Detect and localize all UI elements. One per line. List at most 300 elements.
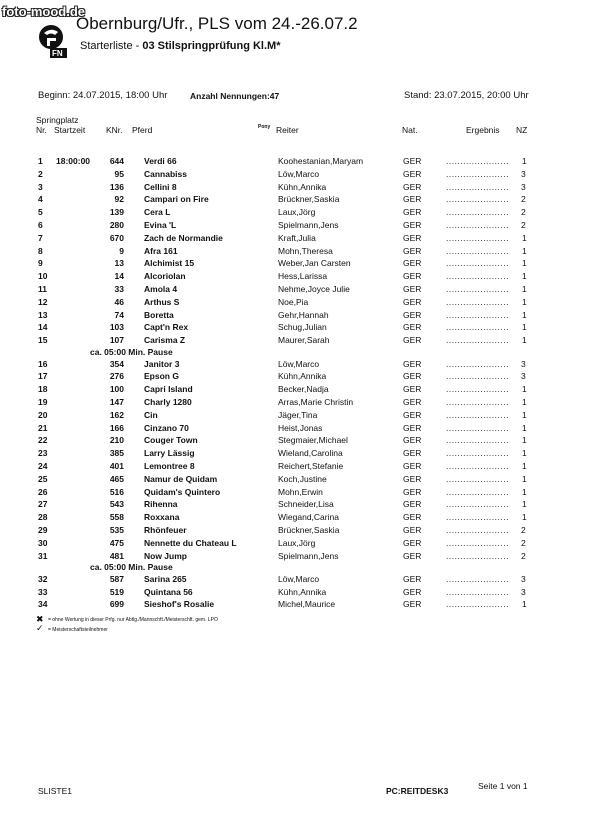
- cell-result: ......................: [446, 335, 509, 346]
- cell-nat: GER: [403, 245, 422, 256]
- cell-result: ......................: [446, 499, 509, 510]
- cell-knr: 354: [109, 358, 124, 369]
- cell-knr: 519: [109, 586, 124, 597]
- cell-nat: GER: [403, 537, 422, 548]
- cell-horse: Afra 161: [144, 245, 178, 256]
- cell-nr: 30: [38, 537, 48, 548]
- cell-nat: GER: [403, 181, 422, 192]
- cell-nr: 22: [38, 435, 48, 446]
- cell-nr: 19: [38, 396, 48, 407]
- cell-nz: 1: [522, 409, 527, 420]
- cell-nz: 1: [522, 435, 527, 446]
- cell-horse: Capt'n Rex: [144, 322, 189, 333]
- cell-horse: Alchimist 15: [144, 258, 195, 269]
- cell-nz: 1: [522, 296, 527, 307]
- no-rating-icon: ✖: [36, 614, 44, 624]
- page-title: Obernburg/Ufr., PLS vom 24.-26.07.2: [76, 14, 358, 33]
- cell-knr: 535: [109, 524, 124, 535]
- legend-championship: = Meisterschaftsteilnehmer: [48, 627, 108, 633]
- cell-knr: 587: [109, 573, 124, 584]
- pause-row: ca. 05:00 Min. Pause: [90, 562, 173, 573]
- cell-rider: Becker,Nadja: [278, 384, 329, 395]
- cell-nr: 11: [38, 284, 47, 294]
- entry-count: Anzahl Nennungen:47: [190, 91, 280, 101]
- cell-nat: GER: [403, 486, 422, 497]
- cell-knr: 107: [109, 335, 124, 346]
- table-row: [0, 551, 596, 563]
- cell-nat: GER: [403, 586, 422, 597]
- cell-rider: Koohestanian,Maryam: [278, 156, 364, 166]
- cell-nr: 14: [38, 322, 48, 333]
- cell-nr: 17: [38, 371, 48, 382]
- cell-nr: 2: [38, 168, 43, 179]
- cell-nat: GER: [403, 358, 422, 369]
- cell-nat: GER: [403, 499, 422, 510]
- col-time: Startzeit: [54, 125, 86, 135]
- cell-nr: 34: [38, 599, 48, 610]
- cell-nat: GER: [403, 550, 422, 561]
- cell-result: ......................: [446, 358, 509, 369]
- cell-horse: Carisma Z: [144, 335, 186, 346]
- cell-nat: GER: [403, 258, 422, 269]
- cell-horse: Namur de Quidam: [144, 473, 218, 484]
- cell-result: ......................: [446, 435, 509, 446]
- cell-nz: 1: [522, 258, 527, 269]
- cell-nr: 6: [38, 220, 43, 230]
- cell-knr: 699: [109, 599, 124, 610]
- cell-result: ......................: [446, 168, 509, 179]
- table-row: [0, 574, 596, 586]
- cell-horse: Arthus S: [144, 296, 180, 307]
- cell-nr: 28: [38, 512, 48, 523]
- cell-nr: 27: [38, 499, 48, 510]
- cell-horse: Epson G: [144, 371, 179, 382]
- cell-result: ......................: [446, 181, 509, 192]
- cell-nat: GER: [403, 371, 422, 382]
- cell-rider: Nehme,Joyce Julie: [278, 284, 350, 294]
- cell-knr: 210: [109, 435, 124, 446]
- table-row: [0, 423, 596, 435]
- cell-result: ......................: [446, 271, 509, 282]
- cell-horse: Quidam's Quintero: [144, 486, 221, 497]
- cell-horse: Cannabiss: [144, 168, 187, 179]
- cell-nr: 29: [38, 524, 48, 535]
- cell-result: ......................: [446, 322, 509, 333]
- cell-knr: 46: [114, 296, 124, 307]
- cell-nz: 1: [522, 486, 527, 497]
- cell-rider: Mohn,Erwin: [278, 486, 323, 497]
- cell-knr: 136: [109, 181, 124, 192]
- cell-nr: 16: [38, 358, 48, 369]
- cell-result: ......................: [446, 220, 509, 230]
- table-row: [0, 246, 596, 258]
- col-nz: NZ: [516, 125, 528, 135]
- cell-nz: 1: [522, 309, 527, 320]
- cell-nr: 20: [38, 409, 48, 420]
- cell-nat: GER: [403, 422, 422, 433]
- cell-rider: Löw,Marco: [278, 358, 320, 369]
- cell-result: ......................: [446, 156, 509, 166]
- cell-knr: 276: [109, 371, 124, 382]
- cell-nat: GER: [403, 232, 422, 243]
- table-row: [0, 207, 596, 219]
- cell-nz: 1: [522, 335, 527, 346]
- cell-horse: Rihenna: [144, 499, 178, 510]
- table-row: [0, 322, 596, 334]
- cell-nr: 12: [38, 296, 48, 307]
- cell-nz: 3: [521, 358, 526, 369]
- cell-result: ......................: [446, 284, 509, 294]
- col-nr: Nr.: [36, 125, 47, 135]
- cell-rider: Schneider,Lisa: [278, 499, 334, 510]
- cell-rider: Wiegand,Carina: [278, 512, 339, 523]
- table-row: [0, 384, 596, 396]
- table-row: [0, 538, 596, 550]
- cell-knr: 558: [109, 512, 124, 523]
- cell-rider: Wieland,Carolina: [278, 448, 343, 459]
- cell-nr: 4: [38, 194, 43, 205]
- cell-nz: 1: [522, 448, 527, 459]
- cell-horse: Lemontree 8: [144, 460, 195, 471]
- cell-nat: GER: [403, 168, 422, 179]
- cell-result: ......................: [446, 573, 509, 584]
- cell-nz: 3: [521, 168, 526, 179]
- cell-result: ......................: [446, 258, 509, 269]
- cell-result: ......................: [446, 524, 509, 535]
- cell-horse: Evina 'L: [144, 220, 177, 230]
- cell-horse: Rhönfeuer: [144, 524, 187, 535]
- cell-result: ......................: [446, 599, 509, 610]
- cell-horse: Quintana 56: [144, 586, 193, 597]
- cell-nat: GER: [403, 473, 422, 484]
- cell-nr: 25: [38, 473, 48, 484]
- cell-horse: Alcoriolan: [144, 271, 186, 282]
- pause-row: ca. 05:00 Min. Pause: [90, 347, 173, 357]
- cell-nat: GER: [403, 409, 422, 420]
- table-row: [0, 512, 596, 524]
- page-subtitle: [80, 40, 280, 52]
- cell-nr: 33: [38, 586, 48, 597]
- table-row: [0, 461, 596, 473]
- cell-horse: Cin: [144, 409, 158, 420]
- cell-nr: 5: [38, 207, 43, 218]
- venue-label: Springplatz: [36, 115, 79, 125]
- cell-rider: Mohn,Theresa: [278, 245, 333, 256]
- cell-horse: Boretta: [144, 309, 174, 320]
- cell-rider: Laux,Jörg: [278, 537, 316, 548]
- cell-nat: GER: [403, 524, 422, 535]
- cell-rider: Löw,Marco: [278, 573, 320, 584]
- cell-nat: GER: [403, 194, 422, 205]
- cell-nat: GER: [403, 335, 422, 346]
- cell-result: ......................: [446, 245, 509, 256]
- cell-horse: Amola 4: [144, 284, 178, 294]
- table-row: [0, 474, 596, 486]
- cell-knr: 92: [114, 194, 124, 205]
- table-row: [0, 194, 596, 206]
- cell-horse: Sieshof's Rosalie: [144, 599, 215, 610]
- cell-nat: GER: [403, 296, 422, 307]
- cell-knr: 670: [109, 232, 124, 243]
- fn-logo: [38, 24, 68, 58]
- cell-result: ......................: [446, 512, 509, 523]
- cell-nr: 31: [38, 550, 48, 561]
- table-row: [0, 410, 596, 422]
- cell-rider: Kühn,Annika: [278, 586, 327, 597]
- cell-nz: 1: [522, 473, 527, 484]
- cell-knr: 9: [119, 245, 124, 256]
- table-row: [0, 271, 596, 283]
- cell-horse: Verdi 66: [144, 156, 177, 166]
- cell-knr: 162: [109, 409, 124, 420]
- cell-nr: 15: [38, 335, 48, 346]
- cell-knr: 465: [109, 473, 124, 484]
- cell-nat: GER: [403, 460, 422, 471]
- table-row: [0, 359, 596, 371]
- championship-icon: ✓: [36, 623, 44, 633]
- cell-result: ......................: [446, 194, 509, 205]
- cell-nz: 2: [521, 550, 526, 561]
- cell-rider: Jäger,Tina: [278, 409, 318, 420]
- cell-horse: Cellini 8: [144, 181, 177, 192]
- cell-nz: 3: [521, 586, 526, 597]
- begin-time: Beginn: 24.07.2015, 18:00 Uhr: [38, 90, 168, 101]
- cell-nr: 26: [38, 486, 48, 497]
- cell-knr: 644: [109, 156, 124, 166]
- cell-nz: 1: [522, 156, 527, 166]
- page-number: Seite 1 von 1: [478, 781, 528, 791]
- cell-knr: 33: [114, 284, 124, 294]
- cell-nz: 3: [521, 371, 526, 382]
- cell-nz: 1: [522, 322, 527, 333]
- col-knr: KNr.: [106, 125, 123, 135]
- cell-nz: 2: [521, 537, 526, 548]
- cell-rider: Maurer,Sarah: [278, 335, 330, 346]
- cell-knr: 14: [114, 271, 124, 282]
- table-row: [0, 182, 596, 194]
- table-row: [0, 233, 596, 245]
- cell-result: ......................: [446, 460, 509, 471]
- footer-left: SLISTE1: [38, 786, 73, 796]
- legend-no-rating: = ohne Wertung in dieser Prfg. nur Abtlg./Mannschft./Meisterschft. gem. LPO: [48, 617, 218, 623]
- watermark: foto-mood.de: [2, 4, 86, 19]
- cell-nr: 13: [38, 309, 48, 320]
- table-row: [0, 220, 596, 232]
- table-row: [0, 487, 596, 499]
- cell-rider: Brückner,Saskia: [278, 194, 340, 205]
- table-row: [0, 397, 596, 409]
- col-horse: Pferd: [132, 125, 153, 135]
- cell-knr: 139: [109, 207, 124, 218]
- cell-knr: 385: [109, 448, 124, 459]
- cell-knr: 103: [109, 322, 124, 333]
- cell-nz: 1: [522, 499, 527, 510]
- cell-horse: Couger Town: [144, 435, 198, 446]
- cell-nr: 24: [38, 460, 48, 471]
- cell-rider: Schug,Julian: [278, 322, 327, 333]
- cell-nat: GER: [403, 284, 422, 294]
- cell-rider: Michel,Maurice: [278, 599, 336, 610]
- cell-result: ......................: [446, 537, 509, 548]
- table-row: [0, 310, 596, 322]
- cell-rider: Brückner,Saskia: [278, 524, 340, 535]
- cell-knr: 166: [109, 422, 124, 433]
- cell-horse: Cinzano 70: [144, 422, 189, 433]
- cell-nz: 1: [522, 245, 527, 256]
- cell-knr: 100: [109, 384, 124, 395]
- cell-nz: 3: [521, 573, 526, 584]
- cell-nr: 32: [38, 573, 48, 584]
- cell-result: ......................: [446, 586, 509, 597]
- cell-nat: GER: [403, 573, 422, 584]
- cell-horse: Zach de Normandie: [144, 232, 223, 243]
- cell-nz: 2: [521, 207, 526, 218]
- cell-rider: Kühn,Annika: [278, 181, 327, 192]
- cell-rider: Gehr,Hannah: [278, 309, 329, 320]
- subtitle-prefix: Starterliste -: [80, 40, 143, 52]
- table-row: [0, 169, 596, 181]
- cell-knr: 475: [109, 537, 124, 548]
- cell-horse: Roxxana: [144, 512, 180, 523]
- cell-result: ......................: [446, 396, 509, 407]
- cell-nat: GER: [403, 271, 422, 282]
- cell-nz: 1: [522, 512, 527, 523]
- cell-rider: Laux,Jörg: [278, 207, 316, 218]
- cell-nz: 1: [522, 384, 527, 395]
- cell-nat: GER: [403, 512, 422, 523]
- cell-nat: GER: [403, 448, 422, 459]
- cell-rider: Koch,Justine: [278, 473, 327, 484]
- cell-result: ......................: [446, 550, 509, 561]
- col-rider: Reiter: [276, 125, 299, 135]
- table-row: [0, 258, 596, 270]
- cell-rider: Kühn,Annika: [278, 371, 327, 382]
- cell-nr: 21: [38, 422, 48, 433]
- cell-knr: 147: [109, 396, 124, 407]
- cell-rider: Weber,Jan Carsten: [278, 258, 351, 269]
- fn-logo-text: FN: [52, 49, 63, 58]
- table-row: [0, 371, 596, 383]
- cell-result: ......................: [446, 309, 509, 320]
- cell-nat: GER: [403, 599, 422, 610]
- cell-nz: 2: [521, 194, 526, 205]
- cell-rider: Spielmann,Jens: [278, 220, 339, 230]
- cell-horse: Janitor 3: [144, 358, 180, 369]
- table-row: [0, 587, 596, 599]
- cell-horse: Charly 1280: [144, 396, 192, 407]
- cell-result: ......................: [446, 232, 509, 243]
- cell-nr: 7: [38, 232, 43, 243]
- status-time: Stand: 23.07.2015, 20:00 Uhr: [404, 90, 529, 101]
- cell-rider: Noe,Pia: [278, 296, 309, 307]
- cell-nz: 1: [522, 271, 527, 282]
- cell-rider: Reichert,Stefanie: [278, 460, 344, 471]
- cell-knr: 280: [109, 220, 124, 230]
- cell-nz: 2: [521, 220, 526, 230]
- table-row: [0, 499, 596, 511]
- cell-knr: 481: [109, 550, 124, 561]
- cell-nz: 1: [522, 396, 527, 407]
- subtitle-competition: 03 Stilspringprüfung Kl.M*: [142, 40, 281, 52]
- table-row: [0, 297, 596, 309]
- cell-nr: 8: [38, 245, 43, 256]
- cell-nr: 9: [38, 258, 43, 269]
- cell-nat: GER: [403, 207, 422, 218]
- cell-time: 18:00:00: [56, 156, 91, 166]
- cell-rider: Heist,Jonas: [278, 422, 323, 433]
- table-row: [0, 156, 596, 168]
- cell-rider: Hess,Larissa: [278, 271, 328, 282]
- cell-result: ......................: [446, 207, 509, 218]
- cell-result: ......................: [446, 384, 509, 395]
- cell-knr: 543: [109, 499, 124, 510]
- cell-result: ......................: [446, 448, 509, 459]
- cell-nat: GER: [403, 322, 422, 333]
- cell-knr: 95: [114, 168, 124, 179]
- cell-nr: 3: [38, 181, 43, 192]
- cell-nr: 1: [38, 156, 43, 166]
- cell-nat: GER: [403, 156, 422, 166]
- cell-nat: GER: [403, 384, 422, 395]
- cell-nz: 1: [522, 599, 527, 610]
- cell-knr: 13: [114, 258, 124, 269]
- cell-nat: GER: [403, 396, 422, 407]
- cell-nr: 10: [38, 271, 48, 282]
- table-row: [0, 335, 596, 347]
- cell-nat: GER: [403, 309, 422, 320]
- cell-result: ......................: [446, 296, 509, 307]
- table-row: [0, 448, 596, 460]
- cell-knr: 401: [109, 460, 124, 471]
- footer-center: PC:REITDESK3: [386, 786, 449, 796]
- cell-nr: 18: [38, 384, 48, 395]
- cell-nat: GER: [403, 220, 422, 230]
- cell-horse: Campari on Fire: [144, 194, 209, 205]
- cell-result: ......................: [446, 409, 509, 420]
- cell-nr: 23: [38, 448, 48, 459]
- cell-horse: Larry Lässig: [144, 448, 195, 459]
- table-row: [0, 435, 596, 447]
- cell-nz: 1: [522, 422, 527, 433]
- cell-result: ......................: [446, 371, 509, 382]
- cell-rider: Kraft,Julia: [278, 232, 316, 243]
- cell-knr: 516: [109, 486, 124, 497]
- cell-nz: 1: [522, 284, 527, 294]
- cell-rider: Arras,Marie Christin: [278, 396, 354, 407]
- table-row: [0, 284, 596, 296]
- cell-nz: 3: [521, 181, 526, 192]
- cell-rider: Spielmann,Jens: [278, 550, 339, 561]
- cell-nat: GER: [403, 435, 422, 446]
- table-row: [0, 525, 596, 537]
- cell-nz: 2: [521, 524, 526, 535]
- table-row: [0, 599, 596, 611]
- cell-horse: Cera L: [144, 207, 171, 218]
- col-result: Ergebnis: [466, 125, 500, 135]
- cell-rider: Löw,Marco: [278, 168, 320, 179]
- cell-nz: 1: [522, 232, 527, 243]
- cell-result: ......................: [446, 486, 509, 497]
- cell-rider: Stegmaier,Michael: [278, 435, 348, 446]
- col-pony: Pony: [258, 124, 271, 130]
- cell-horse: Now Jump: [144, 550, 187, 561]
- cell-horse: Nennette du Chateau L: [144, 537, 237, 548]
- cell-horse: Sarina 265: [144, 573, 187, 584]
- cell-knr: 74: [114, 309, 124, 320]
- cell-nz: 1: [522, 460, 527, 471]
- col-nat: Nat.: [402, 125, 418, 135]
- cell-result: ......................: [446, 422, 509, 433]
